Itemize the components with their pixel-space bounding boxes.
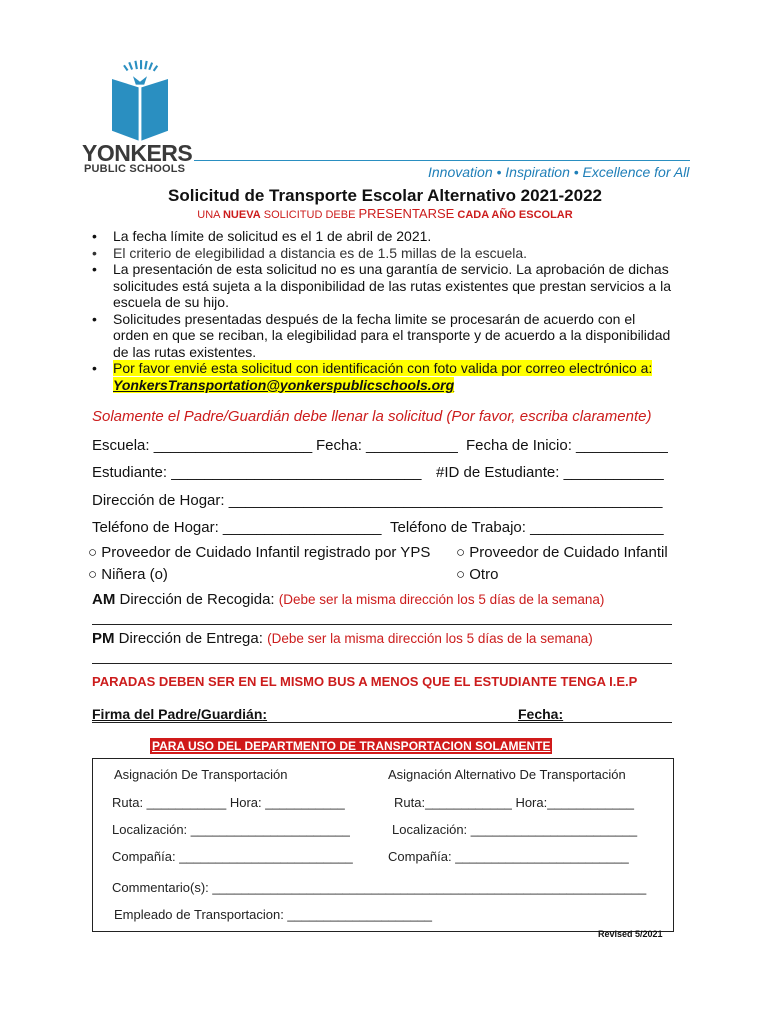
estudiante-field[interactable]: Estudiante: ______________________________ [92, 464, 422, 481]
brand-subtitle: PUBLIC SCHOOLS [84, 163, 186, 175]
direccion-hogar-field[interactable]: Dirección de Hogar: ____________________________________________________ [92, 492, 663, 509]
form-subtitle: UNA NUEVA SOLICITUD DEBE PRESENTARSE CADA AÑO ESCOLAR [197, 206, 573, 221]
telefono-hogar-field[interactable]: Teléfono de Hogar: ___________________ [92, 519, 382, 536]
department-heading: PARA USO DEL DEPARTMENTO DE TRANSPORTACION SOLAMENTE [152, 739, 551, 753]
ruta-hora-field[interactable]: Ruta: ___________ Hora: ___________ [112, 795, 345, 810]
radio-icon[interactable]: ○ [88, 566, 102, 583]
form-title: Solicitud de Transporte Escolar Alternativo 2021-2022 [168, 186, 602, 205]
id-estudiante-field[interactable]: #ID de Estudiante: ____________ [436, 464, 664, 481]
empleado-field[interactable]: Empleado de Transportacion: ____________________ [114, 907, 433, 922]
fecha-inicio-field[interactable]: Fecha de Inicio: ___________ [466, 437, 668, 454]
comentario-field[interactable]: Commentario(s): ____________________________________________________________ [112, 880, 647, 895]
email-link[interactable]: YonkersTransportation@yonkerspublicschools.org [113, 376, 455, 393]
am-address-label: AM Dirección de Recogida: (Debe ser la misma dirección los 5 días de la semana) [92, 591, 605, 608]
date-label: Fecha: [518, 706, 564, 722]
tagline: Innovation • Inspiration • Excellence for All [428, 164, 690, 180]
option-yps-provider[interactable]: ○ Proveedor de Cuidado Infantil registrado por YPS [88, 544, 431, 561]
localizacion-field[interactable]: Localización: ______________________ [112, 822, 350, 837]
option-otro[interactable]: ○ Otro [456, 566, 499, 583]
department-box [92, 758, 674, 932]
radio-icon[interactable]: ○ [456, 544, 470, 561]
bullet-distance: • El criterio de elegibilidad a distancia es de 1.5 millas de la escuela. [92, 245, 672, 262]
asignacion-label: Asignación De Transportación [114, 767, 288, 782]
signature-line[interactable] [92, 722, 672, 723]
revised-note: Revised 5/2021 [598, 929, 663, 939]
header-rule [194, 160, 690, 161]
yonkers-logo [80, 58, 200, 142]
compania-field[interactable]: Compañía: ________________________ [112, 849, 353, 864]
asignacion-alt-label: Asignación Alternativo De Transportación [388, 767, 626, 782]
ruta-hora-alt-field[interactable]: Ruta:____________ Hora:____________ [394, 795, 634, 810]
pm-address-label: PM Dirección de Entrega: (Debe ser la misma dirección los 5 días de la semana) [92, 630, 593, 647]
brand-name: YONKERS [82, 140, 193, 166]
localizacion-alt-field[interactable]: Localización: _______________________ [392, 822, 638, 837]
bullet-email: • Por favor envié esta solicitud con identificación con foto valida por correo electrónico a: YonkersTransportation@yonkerspublicschools.org [92, 360, 672, 393]
option-ninera[interactable]: ○ Niñera (o) [88, 566, 168, 583]
bullet-deadline: • La fecha límite de solicitud es el 1 de abril de 2021. [92, 228, 672, 245]
radio-icon[interactable]: ○ [456, 566, 470, 583]
escuela-field[interactable]: Escuela: ___________________ [92, 437, 313, 454]
bullet-no-guarantee: • La presentación de esta solicitud no es una garantía de servicio. La aprobación de dichas solicitudes está sujeta a la disponibilidad de las rutas existentes que prestan servicios a la escuela de su hijo. [92, 261, 672, 311]
compania-alt-field[interactable]: Compañía: ________________________ [388, 849, 629, 864]
instruction-text: Solamente el Padre/Guardián debe llenar la solicitud (Por favor, escriba claramente) [92, 408, 652, 425]
info-bullets [92, 228, 672, 393]
option-provider[interactable]: ○ Proveedor de Cuidado Infantil [456, 544, 668, 561]
pm-address-line[interactable] [92, 663, 672, 664]
fecha-field[interactable]: Fecha: ___________ [316, 437, 458, 454]
bullet-late: • Solicitudes presentadas después de la fecha limite se procesarán de acuerdo con el orden en que se reciban, la elegibilidad para el transporte y de acuerdo a la disponibilidad de las rutas existentes. [92, 311, 672, 361]
stop-notice: PARADAS DEBEN SER EN EL MISMO BUS A MENOS QUE EL ESTUDIANTE TENGA I.E.P [92, 674, 638, 689]
signature-label: Firma del Padre/Guardián: [92, 706, 268, 722]
am-address-line[interactable] [92, 624, 672, 625]
telefono-trabajo-field[interactable]: Teléfono de Trabajo: ________________ [390, 519, 664, 536]
radio-icon[interactable]: ○ [88, 544, 102, 561]
